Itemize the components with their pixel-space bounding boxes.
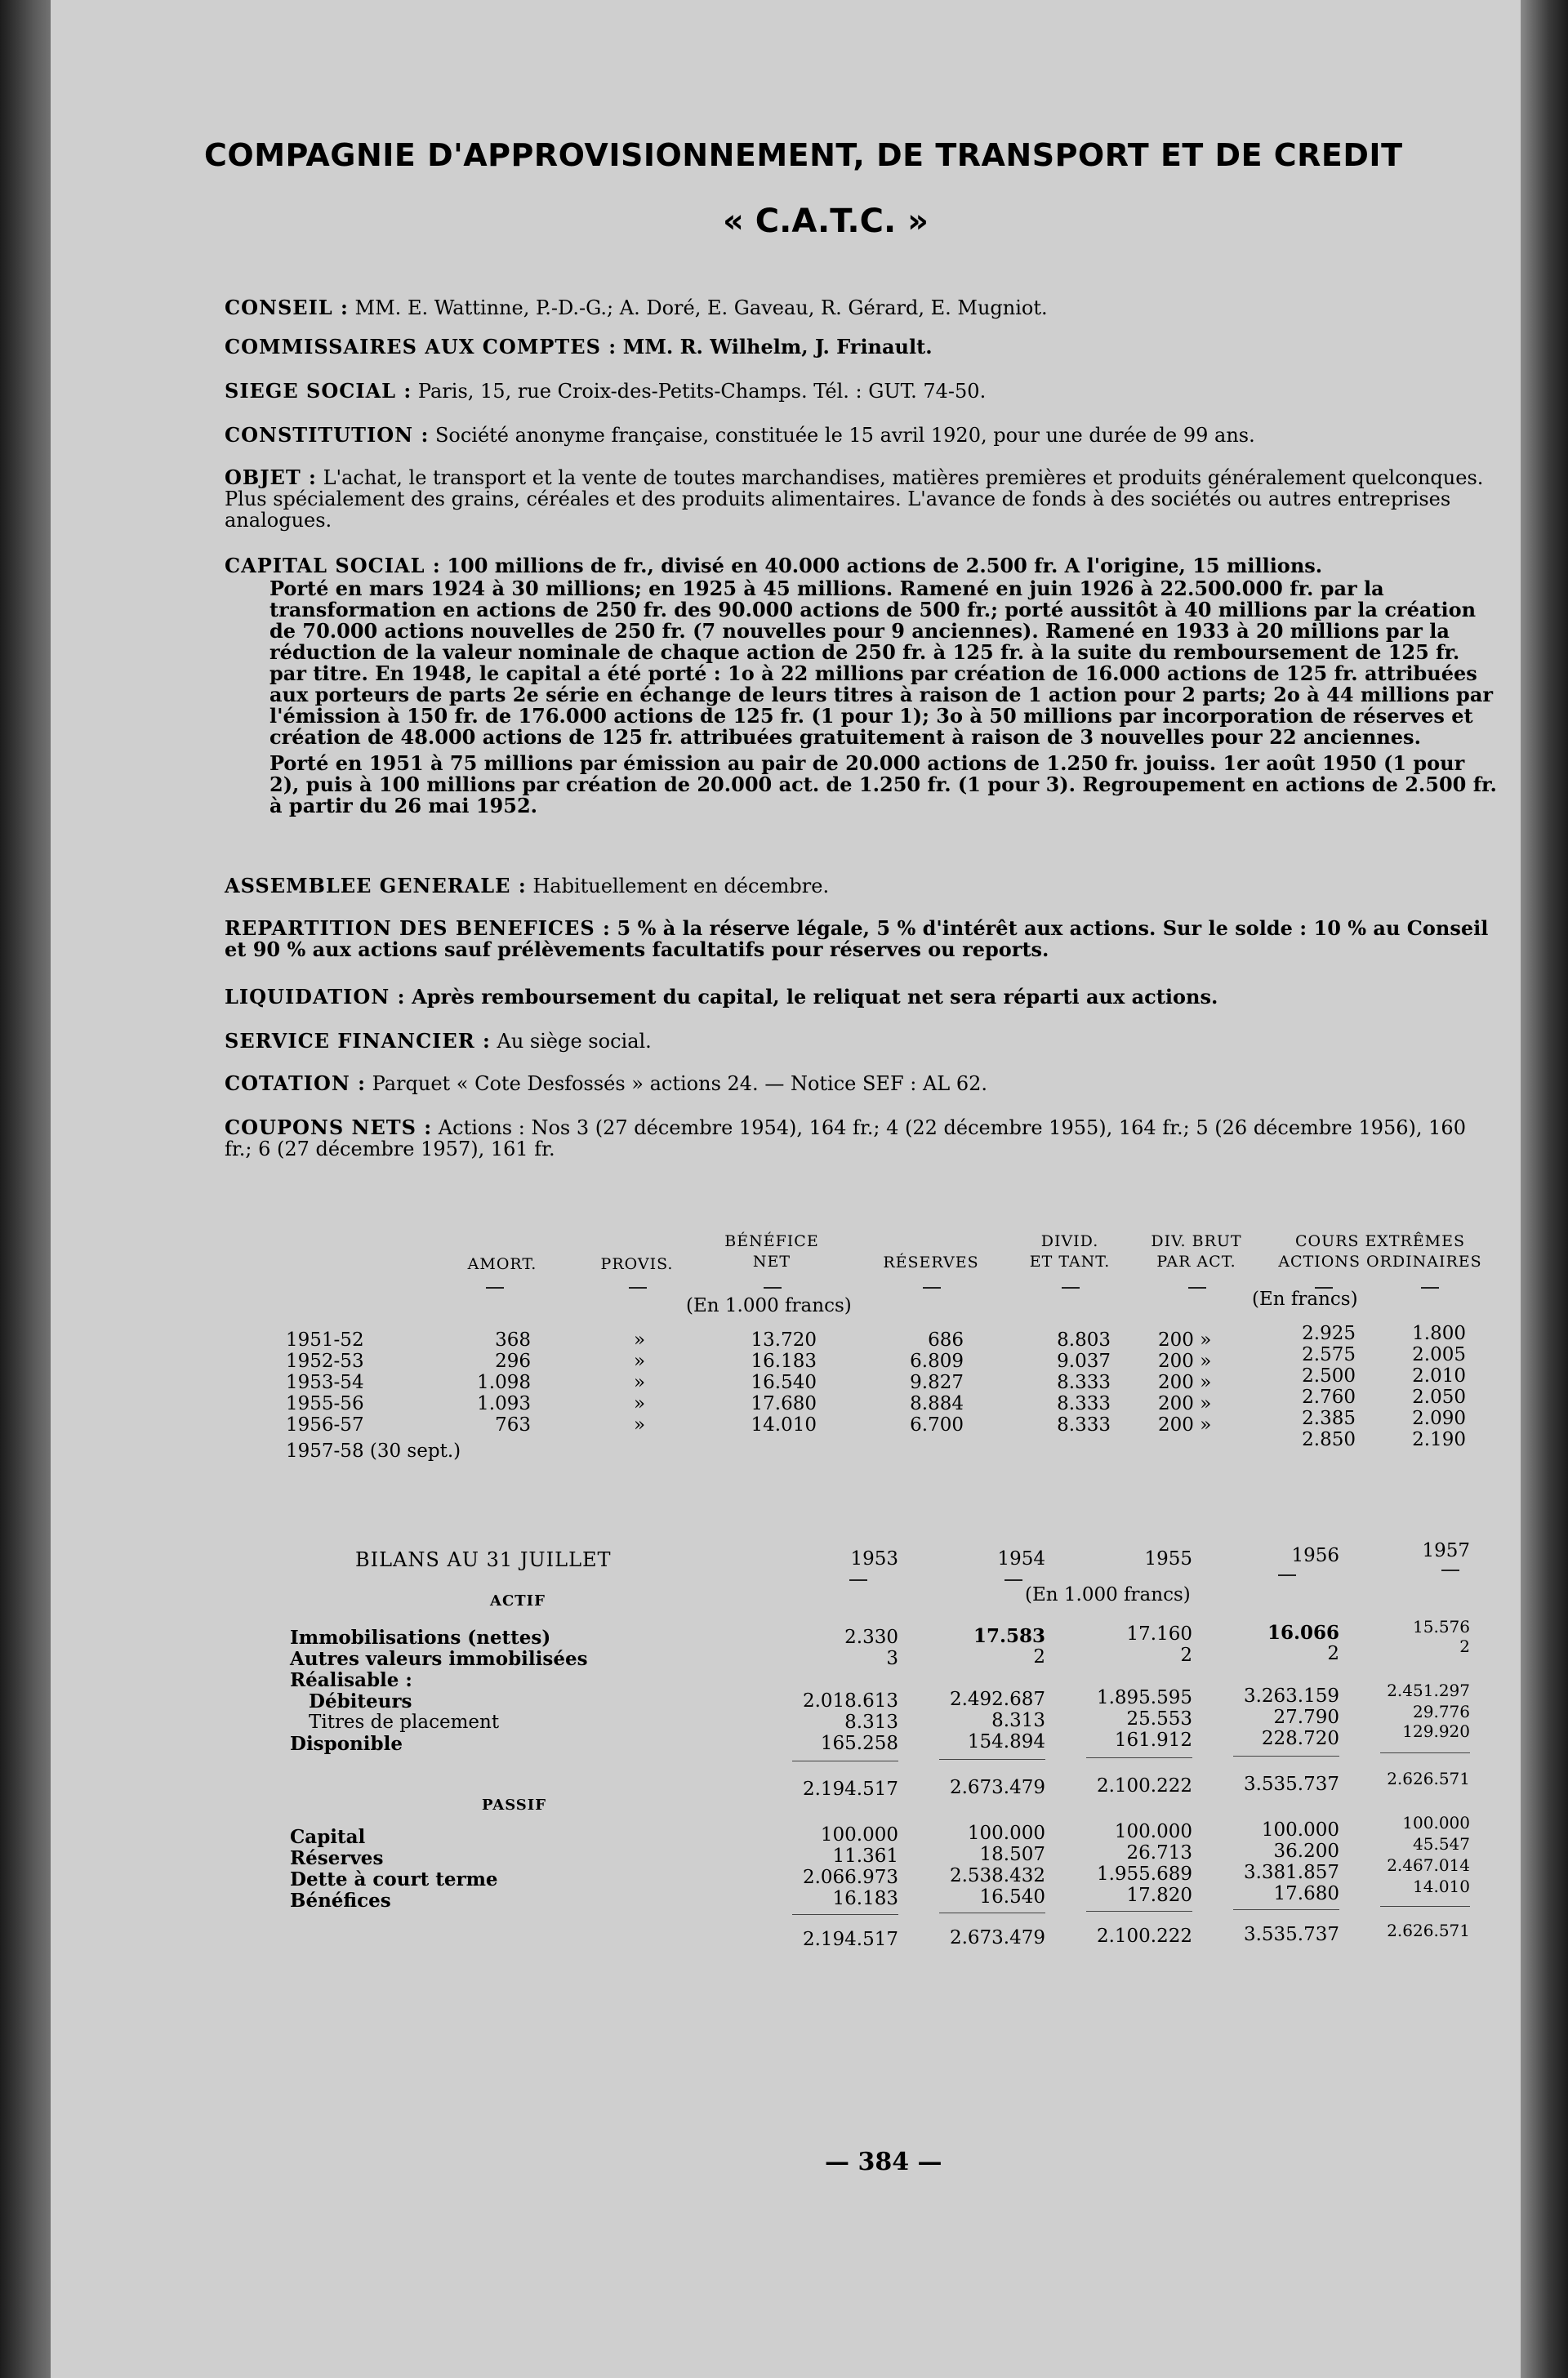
bilan-cell: 27.790 (1273, 1707, 1339, 1728)
bilans-year: 1956 (1291, 1545, 1339, 1566)
total-cell: 3.535.737 (1243, 1924, 1339, 1945)
total-rule (1086, 1757, 1192, 1758)
bilan-cell: 228.720 (1261, 1728, 1339, 1749)
bilan-cell: 8.313 (991, 1710, 1045, 1731)
reserves-cell: 6.809 (910, 1351, 964, 1372)
amort-cell: 368 (495, 1329, 531, 1351)
cours-high-cell: 2.925 (1302, 1323, 1356, 1344)
brut-cell: 200 » (1158, 1351, 1212, 1372)
page-edge (1521, 0, 1568, 2378)
col-header-benefice (719, 1231, 825, 1272)
section-label: COUPONS NETS : (225, 1116, 433, 1139)
total-rule (1380, 1752, 1470, 1753)
bilan-row-label: Bénéfices (290, 1890, 391, 1912)
section-label: SERVICE FINANCIER : (225, 1029, 491, 1053)
bilan-row-label: Capital (290, 1826, 366, 1848)
col-header-brut-1: DIV. BRUT (1151, 1232, 1242, 1250)
section-capital (225, 555, 1499, 817)
bilan-row-label: Autres valeurs immobilisées (290, 1648, 588, 1670)
section-label: COMMISSAIRES AUX COMPTES : (225, 335, 617, 358)
section-text: Après remboursement du capital, le reliquat net sera réparti aux actions. (412, 985, 1218, 1009)
cours-high-cell: 2.575 (1302, 1344, 1356, 1365)
provis-cell: » (634, 1372, 646, 1393)
section-text: L'achat, le transport et la vente de toutes marchandises, matières premières et produits généralement quelconques. Plus spécialement des grains, céréales et des produits alimentaires. L'avance de fonds à des sociétés ou autres entreprises analogues. (225, 466, 1484, 532)
cours-low-cell: 2.005 (1412, 1344, 1466, 1365)
year-cell: 1956-57 (286, 1414, 364, 1436)
bilan-cell: 100.000 (1114, 1821, 1192, 1842)
page-number: — 384 — (825, 2148, 942, 2176)
benefice-cell: 16.540 (751, 1372, 817, 1393)
bilan-cell: 2.538.432 (949, 1865, 1045, 1886)
total-rule (1086, 1911, 1192, 1912)
bilan-cell: 2.467.014 (1387, 1855, 1470, 1875)
bilan-cell: 3.263.159 (1243, 1686, 1339, 1707)
cours-high-cell: 2.760 (1302, 1387, 1356, 1408)
bilan-cell: 17.820 (1126, 1885, 1192, 1906)
bilan-cell: 14.010 (1413, 1877, 1470, 1896)
section-commissaires (225, 336, 1499, 358)
divid-cell: 8.333 (1057, 1393, 1111, 1414)
section-text: Au siège social. (497, 1030, 652, 1053)
col-header-reserves: RÉSERVES (883, 1254, 979, 1271)
bilan-cell: 36.200 (1273, 1841, 1339, 1862)
bilan-cell: 1.895.595 (1096, 1687, 1192, 1708)
bilan-cell: 2 (1180, 1645, 1192, 1666)
col-header-cours (1258, 1231, 1503, 1272)
bilan-cell: 2.330 (844, 1627, 898, 1648)
bilan-cell: 16.066 (1267, 1622, 1339, 1644)
company-title: COMPAGNIE D'APPROVISIONNEMENT, DE TRANSPORT ET DE CREDIT (204, 137, 1403, 173)
total-rule (792, 1914, 898, 1915)
bilans-unit: (En 1.000 francs) (1025, 1584, 1191, 1605)
col-header-benefice-1: BÉNÉFICE (724, 1232, 819, 1250)
benefice-cell: 14.010 (751, 1414, 817, 1436)
header-dash (1062, 1287, 1080, 1289)
bilans-year: 1953 (850, 1548, 898, 1570)
bilan-row-label: Titres de placement (309, 1712, 500, 1733)
bilan-cell: 100.000 (1261, 1819, 1339, 1841)
header-dash (629, 1287, 647, 1289)
amort-cell: 763 (495, 1414, 531, 1436)
section-label: LIQUIDATION : (225, 985, 406, 1009)
brut-cell: 200 » (1158, 1329, 1212, 1351)
section-liquidation (225, 986, 1499, 1008)
benefice-cell: 16.183 (751, 1351, 817, 1372)
section-text: 5 % à la réserve légale, 5 % d'intérêt aux actions. Sur le solde : 10 % au Conseil et 90 % aux actions sauf prélèvements facultatifs pour réserves ou reports. (225, 916, 1489, 961)
passif-label: PASSIF (482, 1797, 546, 1814)
total-rule (939, 1759, 1045, 1760)
bilan-cell: 100.000 (820, 1824, 898, 1846)
cours-high-cell: 2.385 (1302, 1408, 1356, 1429)
section-service (225, 1031, 1499, 1052)
col-header-amort: AMORT. (467, 1255, 537, 1273)
section-label: OBJET : (225, 465, 317, 489)
book-spine (0, 0, 57, 2378)
bilan-cell: 154.894 (967, 1731, 1045, 1752)
year-dash (849, 1579, 867, 1581)
bilan-cell: 129.920 (1402, 1721, 1470, 1741)
total-rule (1233, 1756, 1339, 1757)
section-siege (225, 381, 1499, 402)
col-header-cours-1: COURS EXTRÊMES (1294, 1232, 1466, 1250)
section-text: Paris, 15, rue Croix-des-Petits-Champs. Tél. : GUT. 74-50. (417, 380, 987, 403)
divid-cell: 8.803 (1057, 1329, 1111, 1351)
provis-cell: » (634, 1351, 646, 1372)
bilan-cell: 161.912 (1114, 1730, 1192, 1751)
cours-low-cell: 1.800 (1412, 1323, 1466, 1344)
bilan-cell: 2.066.973 (802, 1867, 898, 1888)
header-dash (764, 1287, 782, 1289)
header-dash (1188, 1287, 1206, 1289)
total-cell: 3.535.737 (1243, 1774, 1339, 1795)
bilan-cell: 2.492.687 (949, 1689, 1045, 1710)
bilan-cell: 8.313 (844, 1712, 898, 1733)
bilan-cell: 25.553 (1126, 1708, 1192, 1730)
bilan-cell: 2 (1459, 1637, 1470, 1656)
total-cell: 2.194.517 (802, 1929, 898, 1950)
bilan-cell: 15.576 (1413, 1617, 1470, 1637)
total-rule (1380, 1906, 1470, 1907)
bilan-cell: 2 (1327, 1643, 1339, 1664)
section-text: Actions : Nos 3 (27 décembre 1954), 164 fr.; 4 (22 décembre 1955), 164 fr.; 5 (26 décembre 1956), 160 fr.; 6 (27 décembre 1957), 161 fr. (225, 1116, 1466, 1160)
bilan-cell: 2 (1033, 1646, 1045, 1668)
section-conseil (225, 297, 1499, 318)
benefice-cell: 13.720 (751, 1329, 817, 1351)
results-unit-francs: (En francs) (1252, 1289, 1358, 1310)
year-cell: 1953-54 (286, 1372, 364, 1393)
total-cell: 2.194.517 (802, 1779, 898, 1800)
bilan-cell: 29.776 (1413, 1702, 1470, 1721)
reserves-cell: 8.884 (910, 1393, 964, 1414)
cours-low-cell: 2.090 (1412, 1408, 1466, 1429)
bilans-year: 1954 (997, 1548, 1045, 1570)
bilan-cell: 26.713 (1126, 1842, 1192, 1864)
provis-cell: » (634, 1329, 646, 1351)
brut-cell: 200 » (1158, 1414, 1212, 1436)
section-label: CAPITAL SOCIAL : (225, 554, 441, 577)
section-text: Parquet « Cote Desfossés » actions 24. — Notice SEF : AL 62. (372, 1072, 988, 1095)
total-cell: 2.626.571 (1387, 1921, 1470, 1940)
section-label: SIEGE SOCIAL : (225, 379, 412, 403)
year-dash (1278, 1574, 1296, 1576)
section-text: 100 millions de fr., divisé en 40.000 actions de 2.500 fr. A l'origine, 15 millions. (447, 554, 1323, 577)
provis-cell: » (634, 1414, 646, 1436)
section-repartition (225, 918, 1499, 960)
bilan-row-label: Débiteurs (309, 1690, 412, 1712)
bilan-cell: 2.018.613 (802, 1690, 898, 1712)
bilan-cell: 165.258 (820, 1733, 898, 1754)
bilan-cell: 16.540 (979, 1886, 1045, 1908)
capital-history: Porté en mars 1924 à 30 millions; en 1925 à 45 millions. Ramené en juin 1926 à 22.500.000 fr. par la transformation en actions de 250 fr. des 90.000 actions de 500 fr.; porté aussitôt à 40 millions par la création de 70.000 actions nouvelles de 250 fr. (7 nouvelles pour 9 anciennes). Ramené en 1933 à 20 millions par la réduction de la valeur nominale de chaque action de 250 fr. à 125 fr. à la suite du remboursement de 125 fr. par titre. En 1948, le capital a été porté : 1o à 22 millions par création de 16.000 actions de 125 fr. attribuées aux porteurs de parts 2e série en échange de leurs titres à raison de 1 action pour 2 parts; 2o à 44 millions par l'émission à 150 fr. de 176.000 actions de 125 fr. (1 pour 1); 3o à 50 millions par incorporation de réserves et création de 48.000 actions de 125 fr. attribuées gratuitement à raison de 3 nouvelles pour 22 anciennes. (270, 577, 1494, 749)
year-cell: 1957-58 (30 sept.) (286, 1441, 461, 1462)
bilan-row-label: Réserves (290, 1847, 384, 1869)
section-coupons (225, 1117, 1499, 1160)
capital-history-2: Porté en 1951 à 75 millions par émission au pair de 20.000 actions de 1.250 fr. jouiss. 1er août 1950 (1 pour 2), puis à 100 millions par création de 20.000 act. de 1.250 fr. (1 pour 3). Regroupement en actions de 2.500 fr. à partir du 26 mai 1952. (270, 751, 1497, 817)
col-header-brut-2: PAR ACT. (1156, 1253, 1236, 1271)
bilan-cell: 2.451.297 (1387, 1681, 1470, 1700)
cours-low-cell: 2.010 (1412, 1365, 1466, 1387)
divid-cell: 9.037 (1057, 1351, 1111, 1372)
col-header-divid (1013, 1231, 1127, 1272)
bilan-cell: 17.160 (1126, 1623, 1192, 1645)
section-text: MM. E. Wattinne, P.-D.-G.; A. Doré, E. Gaveau, R. Gérard, E. Mugniot. (354, 296, 1048, 319)
results-unit-francs-1000: (En 1.000 francs) (686, 1295, 852, 1316)
cours-low-cell: 2.050 (1412, 1387, 1466, 1408)
total-cell: 2.673.479 (949, 1927, 1045, 1948)
bilan-cell: 11.361 (832, 1846, 898, 1867)
section-objet (225, 467, 1499, 531)
year-cell: 1951-52 (286, 1329, 364, 1351)
col-header-divid-1: DIVID. (1040, 1232, 1099, 1250)
bilan-row-label: Dette à court terme (290, 1868, 498, 1890)
reserves-cell: 6.700 (910, 1414, 964, 1436)
total-rule (1233, 1909, 1339, 1910)
bilan-cell: 1.955.689 (1096, 1864, 1192, 1885)
year-cell: 1952-53 (286, 1351, 364, 1372)
bilan-cell: 100.000 (1402, 1813, 1470, 1832)
cours-high-cell: 2.850 (1302, 1429, 1356, 1450)
provis-cell: » (634, 1393, 646, 1414)
divid-cell: 8.333 (1057, 1414, 1111, 1436)
brut-cell: 200 » (1158, 1393, 1212, 1414)
amort-cell: 1.093 (477, 1393, 531, 1414)
company-abbrev: « C.A.T.C. » (723, 203, 929, 240)
divid-cell: 8.333 (1057, 1372, 1111, 1393)
year-cell: 1955-56 (286, 1393, 364, 1414)
section-text: Société anonyme française, constituée le 15 avril 1920, pour une durée de 99 ans. (434, 424, 1255, 447)
bilan-cell: 17.583 (973, 1625, 1045, 1647)
col-header-benefice-2: NET (752, 1253, 791, 1271)
bilans-title: BILANS AU 31 JUILLET (355, 1548, 612, 1571)
bilan-row-label: Immobilisations (nettes) (290, 1627, 551, 1649)
section-text: MM. R. Wilhelm, J. Frinault. (622, 335, 933, 358)
header-dash (486, 1287, 504, 1289)
bilans-year: 1957 (1422, 1540, 1470, 1561)
amort-cell: 296 (495, 1351, 531, 1372)
bilan-cell: 100.000 (967, 1823, 1045, 1844)
total-cell: 2.100.222 (1096, 1775, 1192, 1797)
benefice-cell: 17.680 (751, 1393, 817, 1414)
reserves-cell: 686 (928, 1329, 964, 1351)
col-header-provis: PROVIS. (600, 1255, 674, 1273)
year-dash (1004, 1579, 1022, 1581)
actif-label: ACTIF (490, 1592, 546, 1610)
bilan-cell: 45.547 (1413, 1834, 1470, 1854)
section-cotation (225, 1073, 1499, 1094)
section-text: Habituellement en décembre. (532, 875, 830, 897)
col-header-brut (1139, 1231, 1254, 1272)
col-header-cours-2: ACTIONS ORDINAIRES (1278, 1253, 1482, 1271)
reserves-cell: 9.827 (910, 1372, 964, 1393)
amort-cell: 1.098 (477, 1372, 531, 1393)
col-header-divid-2: ET TANT. (1029, 1253, 1111, 1271)
bilan-cell: 17.680 (1273, 1883, 1339, 1904)
cours-low-cell: 2.190 (1412, 1429, 1466, 1450)
bilan-cell: 3.381.857 (1243, 1862, 1339, 1883)
section-assemblee (225, 875, 1499, 897)
section-label: CONSTITUTION : (225, 423, 430, 447)
section-constitution (225, 425, 1499, 446)
section-label: REPARTITION DES BENEFICES : (225, 916, 611, 940)
brut-cell: 200 » (1158, 1372, 1212, 1393)
bilan-cell: 16.183 (832, 1888, 898, 1909)
bilan-cell: 3 (886, 1648, 898, 1669)
bilan-row-label: Réalisable : (290, 1669, 412, 1691)
cours-high-cell: 2.500 (1302, 1365, 1356, 1387)
total-cell: 2.100.222 (1096, 1926, 1192, 1947)
header-dash (923, 1287, 941, 1289)
header-dash (1421, 1287, 1439, 1289)
total-cell: 2.673.479 (949, 1777, 1045, 1798)
section-label: ASSEMBLEE GENERALE : (225, 874, 527, 897)
section-label: COTATION : (225, 1071, 367, 1095)
year-dash (1441, 1570, 1459, 1571)
total-cell: 2.626.571 (1387, 1769, 1470, 1788)
bilans-year: 1955 (1144, 1548, 1192, 1570)
section-label: CONSEIL : (225, 296, 349, 319)
bilan-row-label: Disponible (290, 1733, 403, 1755)
bilan-cell: 18.507 (979, 1844, 1045, 1865)
